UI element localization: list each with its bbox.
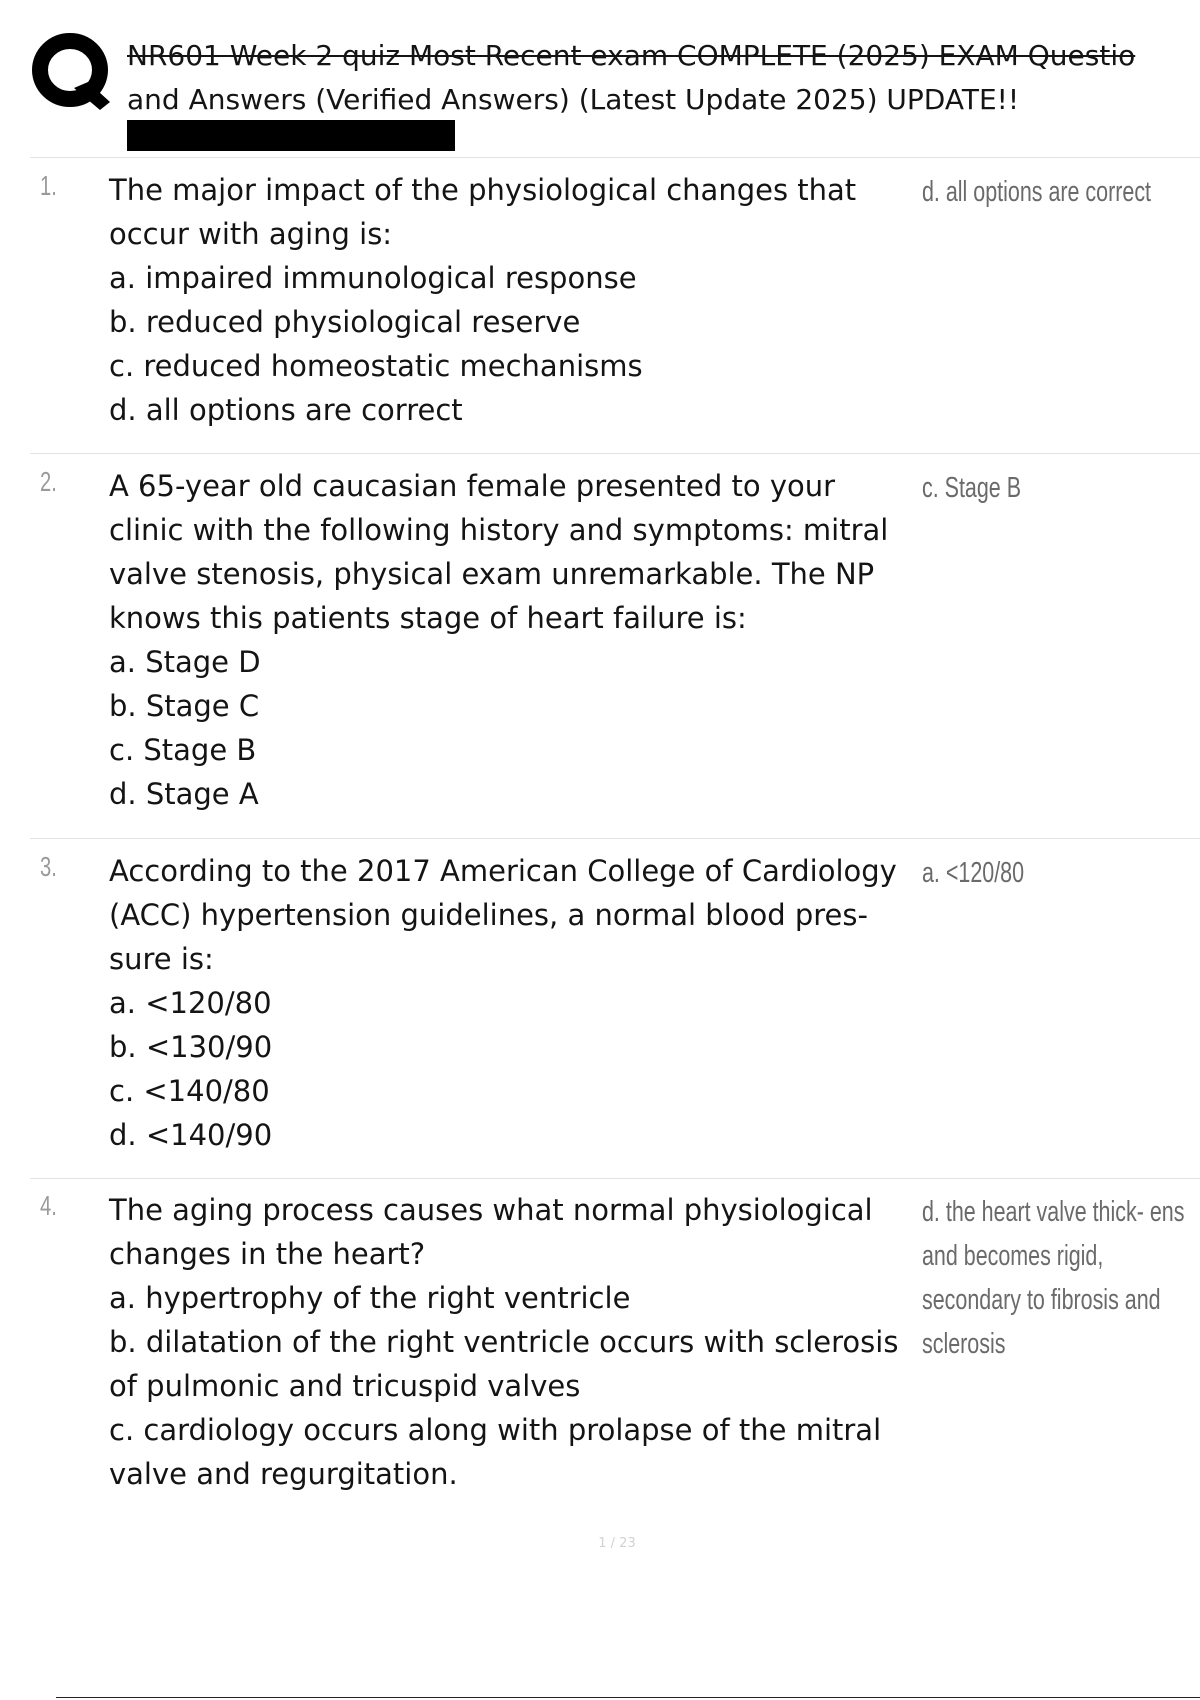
title-line-1: NR601 Week 2 quiz Most Recent exam COMPLETE (2025) EXAM Questio xyxy=(127,39,1136,72)
option-b: b. dilatation of the right ventricle occurs with sclerosis of pulmonic and tricuspid valves xyxy=(109,1325,899,1403)
question-number: 1. xyxy=(40,170,57,201)
option-c: c. reduced homeostatic mechanisms xyxy=(109,349,643,383)
question-stem: The aging process causes what normal physiological changes in the heart? xyxy=(109,1193,873,1271)
question-text xyxy=(109,1188,914,1496)
option-b: b. <130/90 xyxy=(109,1030,273,1064)
option-a: a. Stage D xyxy=(109,645,261,679)
question-text xyxy=(109,464,914,816)
option-a: a. impaired immunological response xyxy=(109,261,637,295)
option-d: d. <140/90 xyxy=(109,1118,273,1152)
question-number: 2. xyxy=(40,466,57,497)
answer-text: c. Stage B xyxy=(922,472,1022,504)
question-text xyxy=(109,168,914,432)
question-text xyxy=(109,849,914,1157)
divider xyxy=(30,838,1200,839)
page-indicator: 1 / 23 xyxy=(598,1536,636,1551)
divider xyxy=(30,1178,1200,1179)
q-logo-icon xyxy=(30,30,110,114)
title-line-2: and Answers (Verified Answers) (Latest Update 2025) UPDATE!! xyxy=(127,83,1020,116)
answer-text: d. all options are correct xyxy=(922,176,1152,208)
document-title xyxy=(127,34,1200,122)
option-c: c. <140/80 xyxy=(109,1074,270,1108)
option-d: d. Stage A xyxy=(109,777,259,811)
page-bottom-rule xyxy=(56,1697,1200,1698)
divider xyxy=(30,453,1200,454)
question-stem: A 65-year old caucasian female presented to your clinic with the following history and symptoms: mitral valve stenosis, physical exam unremarkable. The NP knows this patients stage of heart failure is: xyxy=(109,469,889,635)
redacted-bar xyxy=(127,120,455,151)
question-stem: According to the 2017 American College of Cardiology (ACC) hypertension guidelines, a normal blood pres- sure is: xyxy=(109,854,897,976)
answer-text: d. the heart valve thick- ens and becomes rigid, secondary to fibrosis and sclerosis xyxy=(922,1196,1185,1360)
option-b: b. Stage C xyxy=(109,689,260,723)
question-stem: The major impact of the physiological changes that occur with aging is: xyxy=(109,173,857,251)
option-c: c. cardiology occurs along with prolapse of the mitral valve and regurgitation. xyxy=(109,1413,882,1491)
option-b: b. reduced physiological reserve xyxy=(109,305,581,339)
question-number: 4. xyxy=(40,1190,57,1221)
option-c: c. Stage B xyxy=(109,733,257,767)
answer-text: a. <120/80 xyxy=(922,857,1025,889)
divider xyxy=(30,157,1200,158)
document-header xyxy=(0,0,1200,160)
option-a: a. hypertrophy of the right ventricle xyxy=(109,1281,631,1315)
option-d: d. all options are correct xyxy=(109,393,463,427)
option-a: a. <120/80 xyxy=(109,986,272,1020)
question-number: 3. xyxy=(40,851,57,882)
